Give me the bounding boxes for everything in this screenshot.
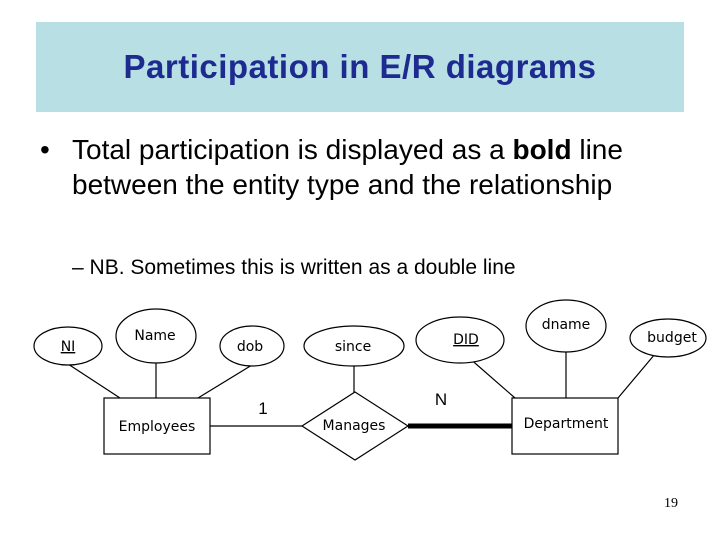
attribute-did-label: DID xyxy=(453,332,479,348)
cardinality-many-label: N xyxy=(434,390,448,409)
sub-bullet-text: NB. Sometimes this is written as a double line xyxy=(89,256,516,279)
attribute-budget-label: budget xyxy=(647,330,697,346)
bullet-text-end: line between the entity type and the relationship xyxy=(72,134,623,200)
page-number: 19 xyxy=(664,496,678,511)
bullet-text-start: Total participation is displayed as a xyxy=(72,134,513,165)
attribute-name-label: Name xyxy=(134,328,176,344)
entity-employees-label: Employees xyxy=(118,419,196,435)
bullet-marker: • xyxy=(40,134,50,165)
sub-bullet-marker: – xyxy=(72,256,84,279)
line-budget-department xyxy=(618,354,655,398)
line-ni-employees xyxy=(68,364,120,398)
relationship-manages-label: Manages xyxy=(322,418,386,434)
attribute-dname-label: dname xyxy=(541,317,591,333)
attribute-since-label: since xyxy=(334,339,372,355)
line-dob-employees xyxy=(198,365,252,398)
entity-department-label: Department xyxy=(523,416,609,432)
cardinality-one-label: 1 xyxy=(258,399,268,418)
attribute-dob-label: dob xyxy=(236,339,264,355)
attribute-ni-label: NI xyxy=(60,339,76,355)
slide-title: Participation in E/R diagrams xyxy=(123,48,597,85)
bullet-bold-word: bold xyxy=(512,134,572,165)
